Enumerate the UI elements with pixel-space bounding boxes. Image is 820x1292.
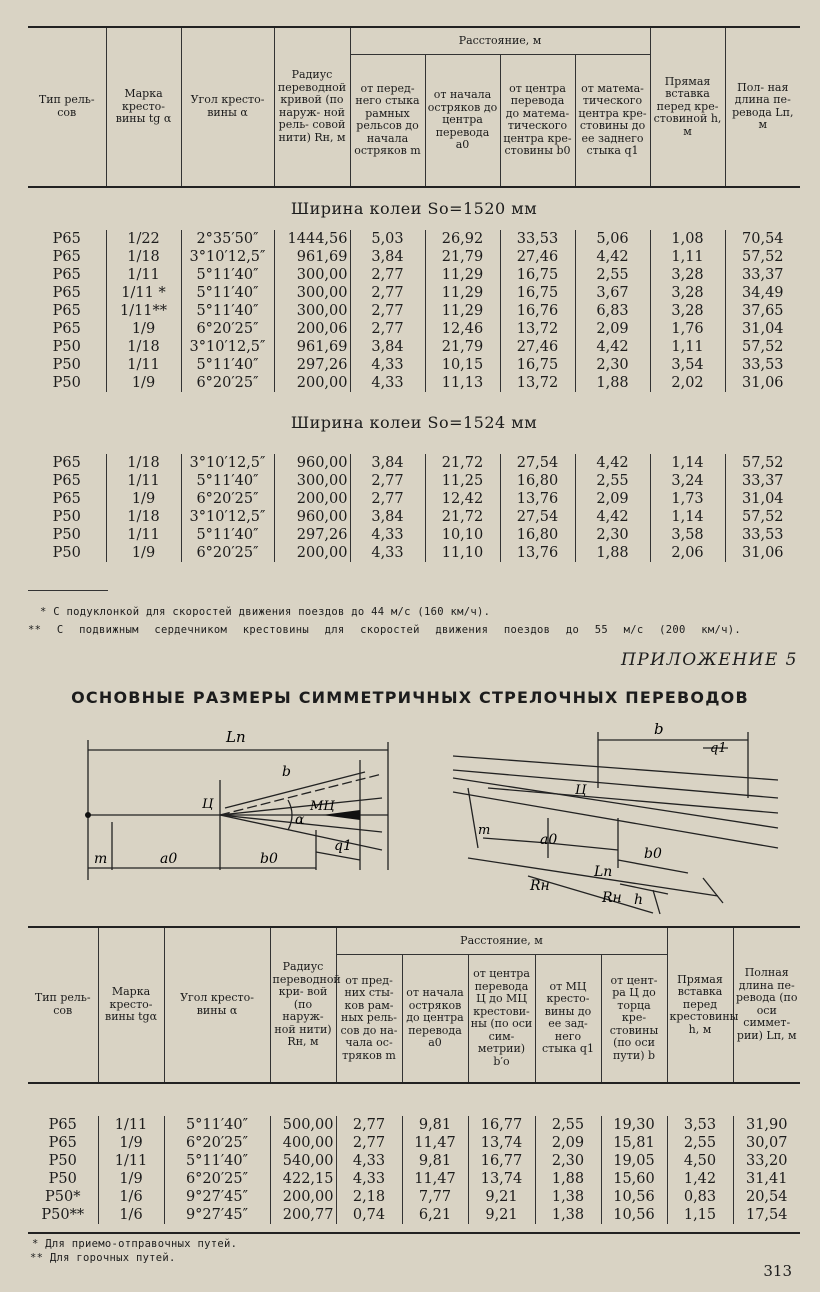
table-row: [28, 266, 800, 284]
table-cell: 3,28: [650, 302, 725, 320]
table-row: [28, 1116, 800, 1134]
table-cell: 1/9: [106, 320, 181, 338]
table-cell: 4,33: [336, 1152, 402, 1170]
table-cell: 0,83: [667, 1188, 733, 1206]
table-cell: 17,54: [733, 1206, 800, 1224]
table-cell: 15,60: [601, 1170, 667, 1188]
table-cell: 960,00: [274, 508, 350, 526]
table-cell: 3,84: [350, 454, 425, 472]
table-cell: 13,76: [500, 544, 575, 562]
label-a0: a0: [160, 851, 178, 867]
table-cell: 16,77: [468, 1152, 535, 1170]
table-cell: 9,81: [402, 1152, 468, 1170]
col-m: от перед- него стыка рамных рельсов до начала остряков m: [350, 55, 425, 187]
table-cell: 16,75: [500, 284, 575, 302]
table-cell: Р50: [52, 356, 81, 373]
table-cell: Р50*: [45, 1188, 81, 1205]
table-cell: 16,76: [500, 302, 575, 320]
table-cell: 1/11: [106, 526, 181, 544]
table-cell: 11,13: [425, 374, 500, 392]
label-MC: МЦ: [310, 799, 335, 814]
col2-h: Прямая вставка перед крестовины h, м: [667, 927, 733, 1083]
table-row: [28, 230, 800, 248]
table-cell: 1/22: [106, 230, 181, 248]
table-cell: Р65: [52, 266, 81, 283]
table-row: [28, 544, 800, 562]
table-cell: 11,29: [425, 302, 500, 320]
footnote-rule: [28, 590, 108, 591]
table-cell: 6,21: [402, 1206, 468, 1224]
table-cell: 11,47: [402, 1134, 468, 1152]
table-cell: 10,56: [601, 1206, 667, 1224]
table-cell: 2,09: [575, 490, 650, 508]
table-cell: 1/18: [106, 508, 181, 526]
table-cell: 200,06: [274, 320, 350, 338]
table-cell: 5°11′40″: [181, 526, 274, 544]
table-cell: 5,03: [350, 230, 425, 248]
table-cell: 6°20′25″: [181, 320, 274, 338]
label-q1: q1: [334, 838, 352, 854]
table-cell: 2,02: [650, 374, 725, 392]
table-cell: Р65: [52, 230, 81, 247]
label-b: b: [282, 764, 291, 780]
table-cell: 13,74: [468, 1170, 535, 1188]
table-cell: 1/11: [98, 1152, 164, 1170]
table-cell: 27,46: [500, 248, 575, 266]
table-cell: 5°11′40″: [181, 472, 274, 490]
table-cell: 16,80: [500, 526, 575, 544]
table-cell: 960,00: [274, 454, 350, 472]
table-cell: 2,77: [350, 284, 425, 302]
table-row: [28, 490, 800, 508]
col-radius: Радиус переводной кривой (по наруж- ной рель- совой нити) Rн, м: [274, 27, 350, 187]
col-distance: Расстояние, м: [350, 27, 650, 55]
table-cell: 13,76: [500, 490, 575, 508]
table-cell: 1/6: [98, 1206, 164, 1224]
col2-radius: Радиус переводной кри- вой (по наруж- ной нити) Rн, м: [270, 927, 336, 1083]
label-a0-right: a0: [540, 832, 558, 848]
table-cell: 6,83: [575, 302, 650, 320]
label-Rn-2: Rн: [602, 890, 622, 906]
table-row: [28, 356, 800, 374]
table-symmetric-turnouts: [28, 926, 800, 1234]
col2-b: от цент- ра Ц до торца кре- стовины (по оси пути) b: [601, 955, 667, 1083]
table-cell: 1/11**: [106, 302, 181, 320]
table-cell: 16,75: [500, 266, 575, 284]
table-cell: Р50: [52, 526, 81, 543]
table-cell: 1,88: [535, 1170, 601, 1188]
table-cell: 961,69: [274, 338, 350, 356]
table-cell: 4,50: [667, 1152, 733, 1170]
table-cell: 540,00: [270, 1152, 336, 1170]
label-Rn-1: Rн: [530, 878, 550, 894]
table-cell: 11,10: [425, 544, 500, 562]
col-b0: от центра перевода до матема- тического центра кре- стовины b0: [500, 55, 575, 187]
table-cell: 9,21: [468, 1188, 535, 1206]
table-row: [28, 338, 800, 356]
col2-b0: от центра перевода Ц до МЦ крестови- ны (по оси сим- метрии) b′о: [468, 955, 535, 1083]
table-cell: 961,69: [274, 248, 350, 266]
table-cell: 70,54: [725, 230, 800, 248]
col2-length: Полная длина пе- ревода (по оси симмет- рии) Lп, м: [733, 927, 800, 1083]
table-cell: 19,30: [601, 1116, 667, 1134]
table-cell: 6°20′25″: [181, 544, 274, 562]
table-cell: 20,54: [733, 1188, 800, 1206]
table-cell: Р50**: [41, 1206, 85, 1223]
table-cell: 1444,56: [274, 230, 350, 248]
table-cell: 4,42: [575, 338, 650, 356]
col-a0: от начала остряков до центра перевода a0: [425, 55, 500, 187]
table-row: [28, 284, 800, 302]
table-row: [28, 454, 800, 472]
table-cell: 0,74: [336, 1206, 402, 1224]
col-type: Тип рель- сов: [38, 93, 95, 119]
table-cell: 2,77: [336, 1116, 402, 1134]
table-cell: 2,55: [535, 1116, 601, 1134]
table-cell: 1/6: [98, 1188, 164, 1206]
table-cell: 2,06: [650, 544, 725, 562]
table-cell: 33,53: [500, 230, 575, 248]
table-cell: 1/11: [106, 356, 181, 374]
col-length: Пол- ная длина пе- ревода Lп, м: [725, 27, 800, 187]
table-cell: 1,14: [650, 508, 725, 526]
table-cell: 1,88: [575, 544, 650, 562]
table-cell: 6°20′25″: [164, 1134, 270, 1152]
table-cell: 1,11: [650, 338, 725, 356]
table-cell: Р65: [52, 248, 81, 265]
table-cell: 1/9: [98, 1170, 164, 1188]
table-cell: 9,81: [402, 1116, 468, 1134]
footnote-2: ** С подвижным сердечником крестовины для скоростей движения поездов до 55 м/с (200 км/ч).: [28, 624, 741, 636]
table-cell: 3,84: [350, 248, 425, 266]
table-cell: 1,14: [650, 454, 725, 472]
turnout-diagram-right: [448, 718, 788, 918]
table-cell: 12,46: [425, 320, 500, 338]
table-cell: 3°10′12,5″: [181, 454, 274, 472]
table-cell: 2,55: [667, 1134, 733, 1152]
table-cell: 2,09: [575, 320, 650, 338]
table-cell: 500,00: [270, 1116, 336, 1134]
table-cell: 21,79: [425, 248, 500, 266]
table-cell: 200,77: [270, 1206, 336, 1224]
table-cell: 5,06: [575, 230, 650, 248]
table-cell: 33,20: [733, 1152, 800, 1170]
col-h: Прямая вставка перед кре- стовиной h, м: [650, 27, 725, 187]
table-cell: 3,53: [667, 1116, 733, 1134]
table-cell: 1,38: [535, 1188, 601, 1206]
table-cell: 1,88: [575, 374, 650, 392]
table-cell: 21,72: [425, 454, 500, 472]
table-cell: 37,65: [725, 302, 800, 320]
table-cell: 1/9: [106, 544, 181, 562]
table-cell: 297,26: [274, 356, 350, 374]
table-cell: 1/11: [106, 266, 181, 284]
table-cell: 2,77: [350, 490, 425, 508]
table-cell: 10,15: [425, 356, 500, 374]
table-row: [28, 472, 800, 490]
table-cell: 10,10: [425, 526, 500, 544]
table-cell: 1,08: [650, 230, 725, 248]
table-cell: 13,72: [500, 320, 575, 338]
label-m: m: [94, 851, 108, 867]
table-cell: 2,30: [535, 1152, 601, 1170]
appendix-label: ПРИЛОЖЕНИЕ 5: [620, 650, 798, 670]
table-cell: 16,75: [500, 356, 575, 374]
table-row: [28, 1206, 800, 1224]
table-cell: Р65: [52, 302, 81, 319]
table-cell: Р65: [52, 454, 81, 471]
table-cell: 9°27′45″: [164, 1188, 270, 1206]
table-cell: Р50: [52, 338, 81, 355]
table-cell: 3,58: [650, 526, 725, 544]
table-cell: 3,28: [650, 266, 725, 284]
table-cell: 1/11 *: [106, 284, 181, 302]
table-cell: 31,04: [725, 320, 800, 338]
table-cell: 4,33: [350, 544, 425, 562]
table-cell: 11,29: [425, 284, 500, 302]
col2-angle: Угол кресто- вины α: [164, 927, 270, 1083]
table-cell: 31,04: [725, 490, 800, 508]
table-cell: 30,07: [733, 1134, 800, 1152]
table-cell: 27,54: [500, 508, 575, 526]
table-cell: 2,55: [575, 472, 650, 490]
table-cell: 31,06: [725, 544, 800, 562]
table-cell: 3,67: [575, 284, 650, 302]
table-cell: 1/9: [98, 1134, 164, 1152]
table-cell: 34,49: [725, 284, 800, 302]
table-cell: Р65: [48, 1116, 77, 1133]
table-cell: 5°11′40″: [181, 302, 274, 320]
label-h-right: h: [634, 892, 644, 908]
page-number: 313: [763, 1262, 792, 1280]
section-gauge-1524: Ширина колеи Sо=1524 мм: [290, 412, 538, 432]
table-row: [28, 1170, 800, 1188]
table-cell: 2,77: [350, 266, 425, 284]
table-cell: 2,77: [350, 472, 425, 490]
table-cell: 3°10′12,5″: [181, 508, 274, 526]
table-cell: 7,77: [402, 1188, 468, 1206]
table-cell: 4,33: [336, 1170, 402, 1188]
table-cell: 21,79: [425, 338, 500, 356]
table-cell: 13,74: [468, 1134, 535, 1152]
table-cell: Р65: [48, 1134, 77, 1151]
table-cell: 1/9: [106, 374, 181, 392]
table-cell: 4,42: [575, 508, 650, 526]
table-cell: 1,73: [650, 490, 725, 508]
table-cell: 57,52: [725, 508, 800, 526]
label-b-right: b: [654, 720, 664, 738]
table-cell: 4,33: [350, 356, 425, 374]
label-Lp-right: Lп: [594, 864, 613, 880]
footnote2-1: * Для приемо-отправочных путей.: [32, 1238, 238, 1250]
table-cell: 3°10′12,5″: [181, 248, 274, 266]
col2-a0: от начала остряков до центра перевода a0: [402, 955, 468, 1083]
col2-m: от пред- них сты- ков рам- ных рель- сов до на- чала ос- тряков m: [336, 955, 402, 1083]
table-cell: 33,53: [725, 356, 800, 374]
table-cell: 2,30: [575, 526, 650, 544]
table-cell: 200,00: [274, 490, 350, 508]
table-cell: 33,53: [725, 526, 800, 544]
table-cell: 26,92: [425, 230, 500, 248]
table-cell: 12,42: [425, 490, 500, 508]
col2-mark: Марка кресто- вины tgα: [98, 927, 164, 1083]
table-cell: 200,00: [274, 374, 350, 392]
table-cell: 2°35′50″: [181, 230, 274, 248]
table-cell: 5°11′40″: [181, 266, 274, 284]
table-cell: 5°11′40″: [181, 284, 274, 302]
table-cell: 2,09: [535, 1134, 601, 1152]
table-cell: 4,42: [575, 248, 650, 266]
table-cell: 200,00: [270, 1188, 336, 1206]
col-q1: от матема- тического центра кре- стовины до ее заднего стыка q1: [575, 55, 650, 187]
table-cell: Р50: [52, 508, 81, 525]
col2-type: Тип рель- сов: [34, 991, 91, 1017]
table-cell: 1/18: [106, 248, 181, 266]
table-cell: 6°20′25″: [181, 490, 274, 508]
table-cell: 1/18: [106, 338, 181, 356]
label-b0-right: b0: [644, 846, 662, 862]
table-cell: 57,52: [725, 454, 800, 472]
table-cell: 300,00: [274, 302, 350, 320]
col-mark: Марка кресто- вины tg α: [106, 27, 181, 187]
label-alpha: α: [295, 812, 305, 828]
table-cell: 400,00: [270, 1134, 336, 1152]
table-cell: 31,90: [733, 1116, 800, 1134]
turnout-diagram-left: [60, 720, 420, 890]
footnote2-2: ** Для горочных путей.: [30, 1252, 176, 1264]
table-cell: Р50: [52, 374, 81, 391]
table-cell: 1/18: [106, 454, 181, 472]
table-cell: Р50: [48, 1152, 77, 1169]
table-cell: 4,33: [350, 526, 425, 544]
table-row: [28, 302, 800, 320]
table-cell: Р50: [48, 1170, 77, 1187]
table-cell: 31,41: [733, 1170, 800, 1188]
table-cell: 13,72: [500, 374, 575, 392]
label-Lp: Lп: [226, 728, 246, 746]
table-cell: 3,24: [650, 472, 725, 490]
table-cell: 4,33: [350, 374, 425, 392]
table-cell: 9,21: [468, 1206, 535, 1224]
table-cell: 3,84: [350, 508, 425, 526]
table-cell: 297,26: [274, 526, 350, 544]
table-cell: 2,30: [575, 356, 650, 374]
table-cell: 3,84: [350, 338, 425, 356]
table-cell: 11,47: [402, 1170, 468, 1188]
table-cell: 1/11: [98, 1116, 164, 1134]
table-cell: 10,56: [601, 1188, 667, 1206]
table-cell: Р65: [52, 490, 81, 507]
label-C: Ц: [202, 797, 214, 812]
table-row: [28, 374, 800, 392]
table-cell: 300,00: [274, 266, 350, 284]
table-cell: 11,29: [425, 266, 500, 284]
table-cell: 21,72: [425, 508, 500, 526]
table-cell: 5°11′40″: [164, 1116, 270, 1134]
table-cell: 1,15: [667, 1206, 733, 1224]
table-cell: 27,54: [500, 454, 575, 472]
table-cell: Р50: [52, 544, 81, 561]
table-cell: 19,05: [601, 1152, 667, 1170]
table-cell: 1,42: [667, 1170, 733, 1188]
table-cell: 3°10′12,5″: [181, 338, 274, 356]
table-row: [28, 526, 800, 544]
table-cell: 200,00: [274, 544, 350, 562]
table-cell: 300,00: [274, 472, 350, 490]
table-cell: 5°11′40″: [181, 356, 274, 374]
table-cell: 16,80: [500, 472, 575, 490]
table-row: [28, 248, 800, 266]
table-cell: Р65: [52, 284, 81, 301]
table-cell: 2,55: [575, 266, 650, 284]
table-cell: 1,38: [535, 1206, 601, 1224]
table-cell: 2,77: [336, 1134, 402, 1152]
table-cell: Р65: [52, 320, 81, 337]
table-cell: 31,06: [725, 374, 800, 392]
table-cell: 6°20′25″: [181, 374, 274, 392]
table-cell: 5°11′40″: [164, 1152, 270, 1170]
table-cell: 1,76: [650, 320, 725, 338]
label-b0: b0: [260, 851, 278, 867]
table-asymmetric-turnouts: [28, 26, 800, 562]
table-row: [28, 1134, 800, 1152]
footnote-1: * С подуклонкой для скоростей движения поездов до 44 м/с (160 км/ч).: [40, 606, 491, 618]
table-cell: 422,15: [270, 1170, 336, 1188]
label-q1-right: q1: [710, 741, 727, 756]
table-cell: 33,37: [725, 266, 800, 284]
col2-q1: от МЦ кресто- вины до ее зад- него стыка q1: [535, 955, 601, 1083]
table-cell: 9°27′45″: [164, 1206, 270, 1224]
table-row: [28, 320, 800, 338]
table-cell: 3,28: [650, 284, 725, 302]
table-cell: 33,37: [725, 472, 800, 490]
table-cell: Р65: [52, 472, 81, 489]
col2-distance: Расстояние, м: [336, 927, 667, 955]
table-cell: 15,81: [601, 1134, 667, 1152]
table-cell: 57,52: [725, 248, 800, 266]
section-gauge-1520: Ширина колеи Sо=1520 мм: [290, 198, 538, 218]
table-cell: 11,25: [425, 472, 500, 490]
table-row: [28, 508, 800, 526]
table-cell: 16,77: [468, 1116, 535, 1134]
table-cell: 2,77: [350, 320, 425, 338]
table-cell: 1/9: [106, 490, 181, 508]
table-row: [28, 1152, 800, 1170]
label-m-right: m: [478, 823, 491, 838]
col-angle: Угол кресто- вины α: [181, 27, 274, 187]
table-row: [28, 1188, 800, 1206]
table-cell: 1,11: [650, 248, 725, 266]
table-cell: 2,77: [350, 302, 425, 320]
label-C-right: Ц: [575, 783, 587, 798]
table-cell: 300,00: [274, 284, 350, 302]
table-cell: 27,46: [500, 338, 575, 356]
table-cell: 3,54: [650, 356, 725, 374]
section-title: ОСНОВНЫЕ РАЗМЕРЫ СИММЕТРИЧНЫХ СТРЕЛОЧНЫХ ПЕРЕВОДОВ: [71, 688, 749, 707]
table-cell: 4,42: [575, 454, 650, 472]
table-cell: 1/11: [106, 472, 181, 490]
table-cell: 2,18: [336, 1188, 402, 1206]
table-cell: 6°20′25″: [164, 1170, 270, 1188]
table-cell: 57,52: [725, 338, 800, 356]
